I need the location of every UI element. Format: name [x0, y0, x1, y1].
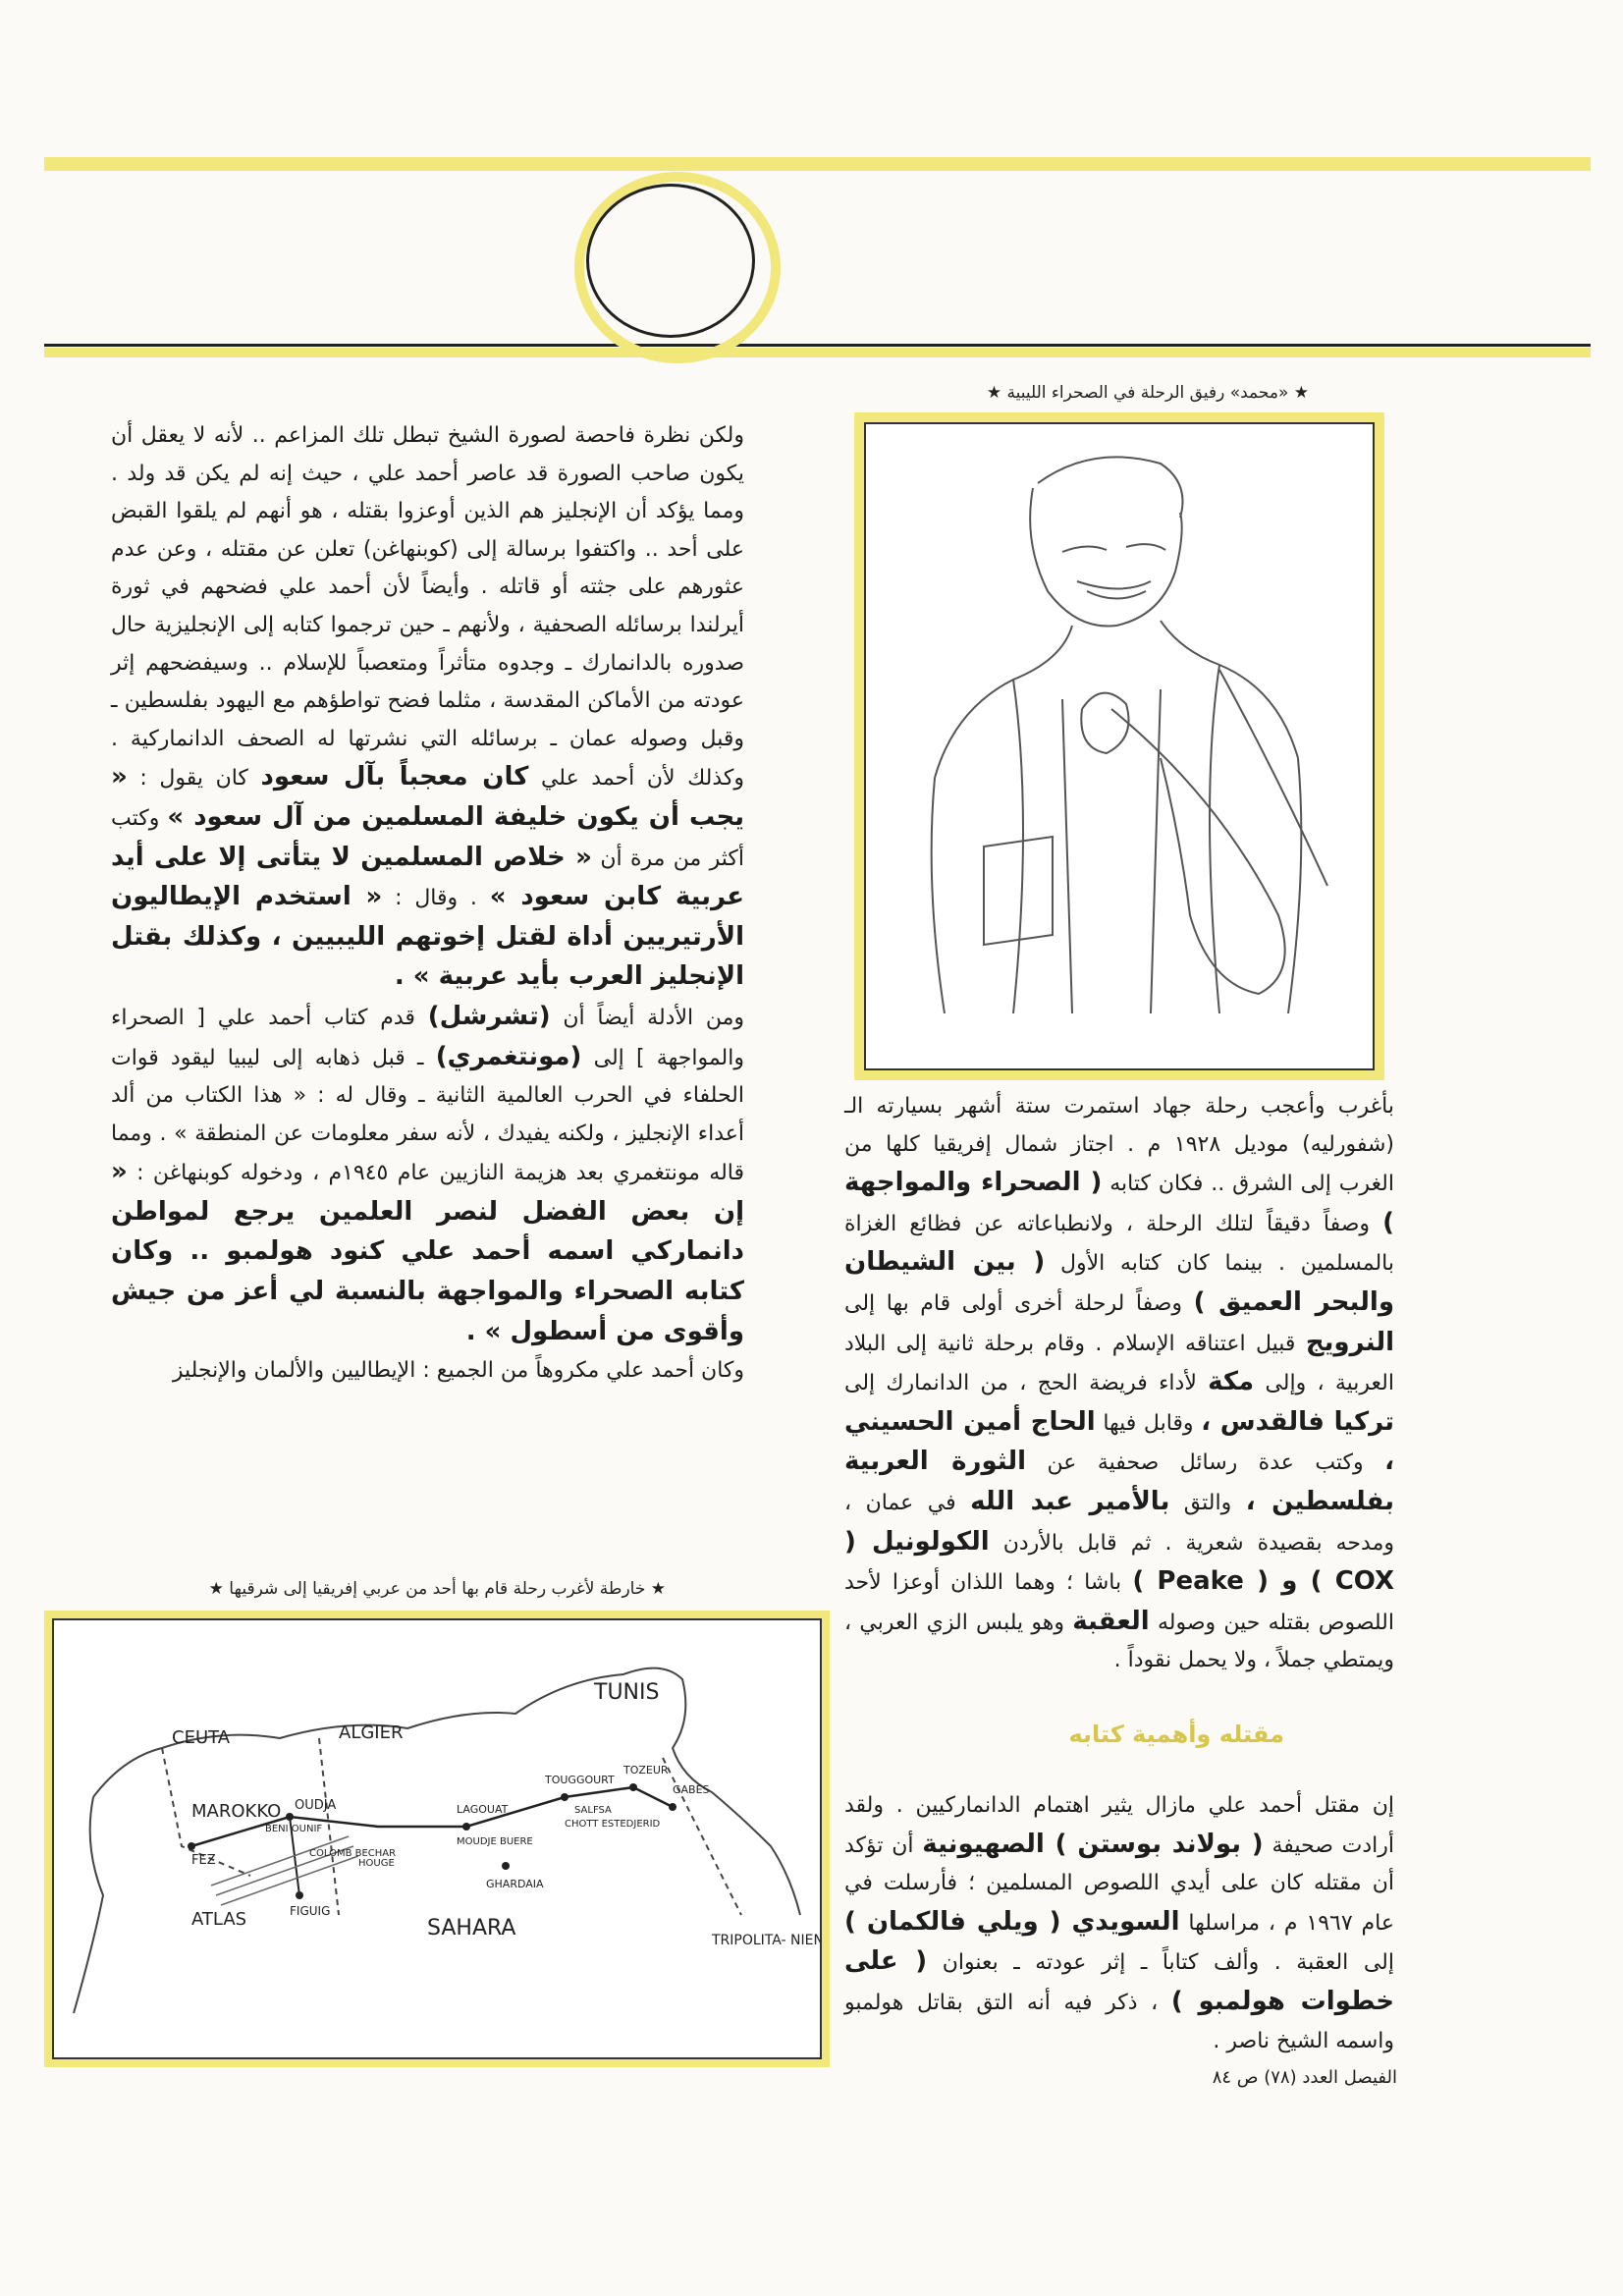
map-label-ceuta: CEUTA — [172, 1727, 231, 1748]
quote-salvation: « خلاص المسلمين لا يتأتى إلا على أيد عربية كابن سعود » — [111, 842, 744, 912]
photo-caption: ★ «محمد» رفيق الرحلة في الصحراء الليبية ★ — [986, 383, 1309, 403]
bold-mecca: مكة — [1208, 1367, 1255, 1397]
map-label-salfsa: SALFSA — [574, 1805, 612, 1816]
bold-cox-peake: الكولونيل ( COX ) و ( Peake ) — [844, 1526, 1395, 1597]
text-run: قدم كتاب أحمد علي [ الصحراء والمواجهة ] إلى — [111, 1005, 744, 1070]
header-top-band — [44, 157, 1591, 171]
text-run: وقابل فيها — [1103, 1410, 1194, 1436]
map-label-colomb: COLOMB BECHAR — [309, 1848, 397, 1859]
left-column-paragraph — [111, 417, 744, 998]
left-column-paragraph — [111, 998, 744, 1352]
quote-italians: « استخدم الإيطاليون الأرتيريين أداة لقتل إخوتهم الليبيين ، وكذلك بقتل الإنجليز العرب بأيد عربية » . — [111, 882, 744, 992]
left-column-paragraph — [111, 1352, 744, 1391]
text-run: وهو يلبس الزي العربي ، ويمتطي جملاً ، ولا يحمل نقوداً . — [844, 1610, 1394, 1673]
text-run: وكان أحمد علي مكروهاً من الجميع : الإيطاليين والألمان والإنجليز — [172, 1358, 744, 1384]
map-label-touggourt: TOUGGOURT — [545, 1774, 615, 1786]
book-title-devil-sea: ( بين الشيطان والبحر العميق ) — [844, 1247, 1394, 1317]
map-label-figuig: FIGUIG — [290, 1904, 331, 1918]
text-run: قبيل اعتناقه الإسلام . وقام برحلة ثانية إلى البلاد العربية ، وإلى — [844, 1331, 1394, 1396]
bold-arab-revolt: الثورة العربية بفلسطين ، — [844, 1447, 1394, 1516]
map-label-moudje: MOUDJE BUERE — [457, 1836, 533, 1847]
bold-montgomery: (مونتغمري) — [435, 1041, 582, 1071]
portrait-sketch-drawing — [866, 424, 1373, 1068]
text-run: وكتب عدة رسائل صحفية عن — [1047, 1450, 1364, 1476]
book-title-desert: ( الصحراء والمواجهة ) — [844, 1168, 1394, 1237]
map-label-benifass: BENI OUNIF — [265, 1824, 323, 1834]
text-run: وكتب أكثر من مرة أن — [111, 805, 744, 871]
section-heading: مقتله وأهمية كتابه — [1068, 1721, 1284, 1748]
text-run: أن تؤكد أن مقتله كان على أيدي اللصوص المسلمين ؛ فأرسلت في عام ١٩٦٧ م ، مراسلها — [844, 1832, 1394, 1936]
header-rule — [44, 344, 1591, 347]
map-caption: ★ خارطة لأغرب رحلة قام بها أحد من عربي إفريقيا إلى شرقيها ★ — [208, 1579, 666, 1599]
map-label-fez: FEZ — [191, 1853, 216, 1868]
text-run: لأداء فريضة الحج ، من الدانمارك إلى — [844, 1371, 1197, 1396]
text-run: في عمان ، ومدحه بقصيدة شعرية . ثم قابل بالأردن — [844, 1490, 1394, 1556]
map-label-hoggar: HOUGE — [358, 1858, 395, 1869]
text-run: ومن الأدلة أيضاً أن — [563, 1005, 744, 1030]
map-label-marokko: MAROKKO — [191, 1801, 282, 1822]
bold-aqaba: العقبة — [1072, 1606, 1150, 1636]
map-label-gabes: GABES — [673, 1783, 710, 1796]
bold-newspaper: ( بولاند بوستن ) الصهيونية — [922, 1829, 1264, 1859]
map-label-algier: ALGIER — [339, 1722, 404, 1743]
text-run: ـ قبل ذهابه إلى ليبيا ليقود قوات الحلفاء في الحرب العالمية الثانية ـ وقال له : « هذا الكتاب من ألد أعداء الإنجليز ، ولكنه يفيدك ، لأنه سفر معلومات عن المنطقة » . ومما قاله مونتغمري بعد هزيمة النازيين عام ١٩٤٥م ، ودخوله كوبنهاغن : — [111, 1045, 744, 1186]
route-map — [52, 1618, 822, 2059]
map-label-oudja: OUDJA — [295, 1798, 337, 1813]
bold-amin-husseini: الحاج أمين الحسيني ، — [844, 1406, 1394, 1477]
left-column — [111, 417, 744, 1391]
text-run: . وقال : — [395, 886, 477, 911]
text-run: والتق — [1183, 1490, 1232, 1515]
map-label-tozeur: TOZEUR — [623, 1764, 669, 1777]
bold-turkey-jerusalem: تركيا فالقدس ، — [1201, 1406, 1394, 1437]
text-run: بأغرب وأعجب رحلة جهاد استمرت ستة أشهر بسيارته الـ (شفورليه) موديل ١٩٢٨ م . اجتاز شمال إفريقيا كلها من الغرب إلى الشرق .. فكان كتابه — [844, 1094, 1394, 1197]
route-map-drawing — [54, 1620, 820, 2057]
bold-norway: النرويج — [1305, 1327, 1394, 1357]
text-run: ولكن نظرة فاحصة لصورة الشيخ تبطل تلك المزاعم .. لأنه لا يعقل أن يكون صاحب الصورة قد عاصر أحمد علي ، حيث إنه لم يكن قد ولد . ومما يؤكد أن الإنجليز هم الذين أوعزوا بقتله ، هو أنهم لم يلقوا القبض على أحد .. واكتفوا برسالة إلى (كوبنهاغن) تعلن عن مقتله ، وعن عدم عثورهم على جثته أو قاتله . وأيضاً لأن أحمد علي فضحهم في ثورة أيرلندا برسائله الصحفية ، ولأنهم ـ حين ترجموا كتابه إلى الإنجليزية حال صدوره بالدانمارك ـ وجدوه متأثراً ومتعصباً للإسلام .. وسيفضحهم إثر عودته من الأماكن المقدسة ، مثلما فضح تواطؤهم مع اليهود بفلسطين ـ وقبل وصوله عمان ـ برسائله التي نشرتها له الصحف الدانماركية . وكذلك لأن أحمد علي — [111, 423, 745, 792]
map-label-shott: CHOTT ESTEDJERID — [565, 1819, 661, 1830]
header-bottom-band — [44, 348, 1591, 357]
text-run: باشا ؛ وهما اللذان أوعزا لأحد اللصوص بقتله حين وصوله — [844, 1570, 1395, 1635]
bold-churchill: (تشرشل) — [427, 1001, 551, 1031]
text-run: وصفاً دقيقاً لتلك الرحلة ، ولانطباعاته عن فظائع الغزاة بالمسلمين . بينما كان كتابه الأول — [844, 1211, 1394, 1277]
text-run: إن مقتل أحمد علي مازال يثير اهتمام الدانماركيين . ولقد أرادت صحيفة — [844, 1793, 1394, 1858]
text-run: وصفاً لرحلة أخرى أولى قام بها إلى — [844, 1290, 1183, 1316]
quote-caliph: « يجب أن يكون خليفة المسلمين من آل سعود » — [111, 762, 744, 832]
map-label-laghouat: LAGOUAT — [457, 1803, 509, 1816]
quote-alamein: « إن بعض الفضل لنصر العلمين يرجع لمواطن دانماركي اسمه أحمد علي كنود هولمبو .. وكان كتابه الصحراء والمواجهة بالنسبة لي أعز من جيش وأقوى من أسطول » . — [111, 1157, 744, 1346]
text-run: كان يقول : — [139, 766, 248, 792]
text-run: إلى العقبة . وألف كتاباً ـ إثر عودته ـ بعنوان — [942, 1950, 1394, 1976]
map-label-tripolitanien: TRIPOLITA- NIEN — [712, 1933, 820, 1948]
right-column — [844, 1088, 1394, 1680]
section-paragraph — [844, 1787, 1394, 2060]
map-label-sahara: SAHARA — [427, 1916, 516, 1941]
map-label-ghardaia: GHARDAIA — [486, 1878, 544, 1890]
bold-book-footsteps: ( على خطوات هولمبو ) — [844, 1946, 1395, 2016]
bold-prince-abdullah: بالأمير عبد الله — [970, 1486, 1170, 1516]
map-label-tunis: TUNIS — [594, 1680, 660, 1705]
page-footer: الفيصل العدد (٧٨) ص ٨٤ — [1212, 2067, 1397, 2088]
bold-reporter: السويدي ( ويلي فالكمان ) — [844, 1906, 1180, 1937]
section-body — [844, 1787, 1394, 2060]
bold-admirer-saud: كان معجباً بآل سعود — [260, 762, 529, 793]
map-label-atlas: ATLAS — [191, 1909, 247, 1930]
portrait-sketch — [864, 422, 1375, 1070]
right-column-paragraph — [844, 1088, 1394, 1680]
text-run: ، ذكر فيه أنه التق بقاتل هولمبو واسمه الشيخ ناصر . — [844, 1990, 1394, 2053]
header-emblem-circle — [586, 184, 755, 338]
